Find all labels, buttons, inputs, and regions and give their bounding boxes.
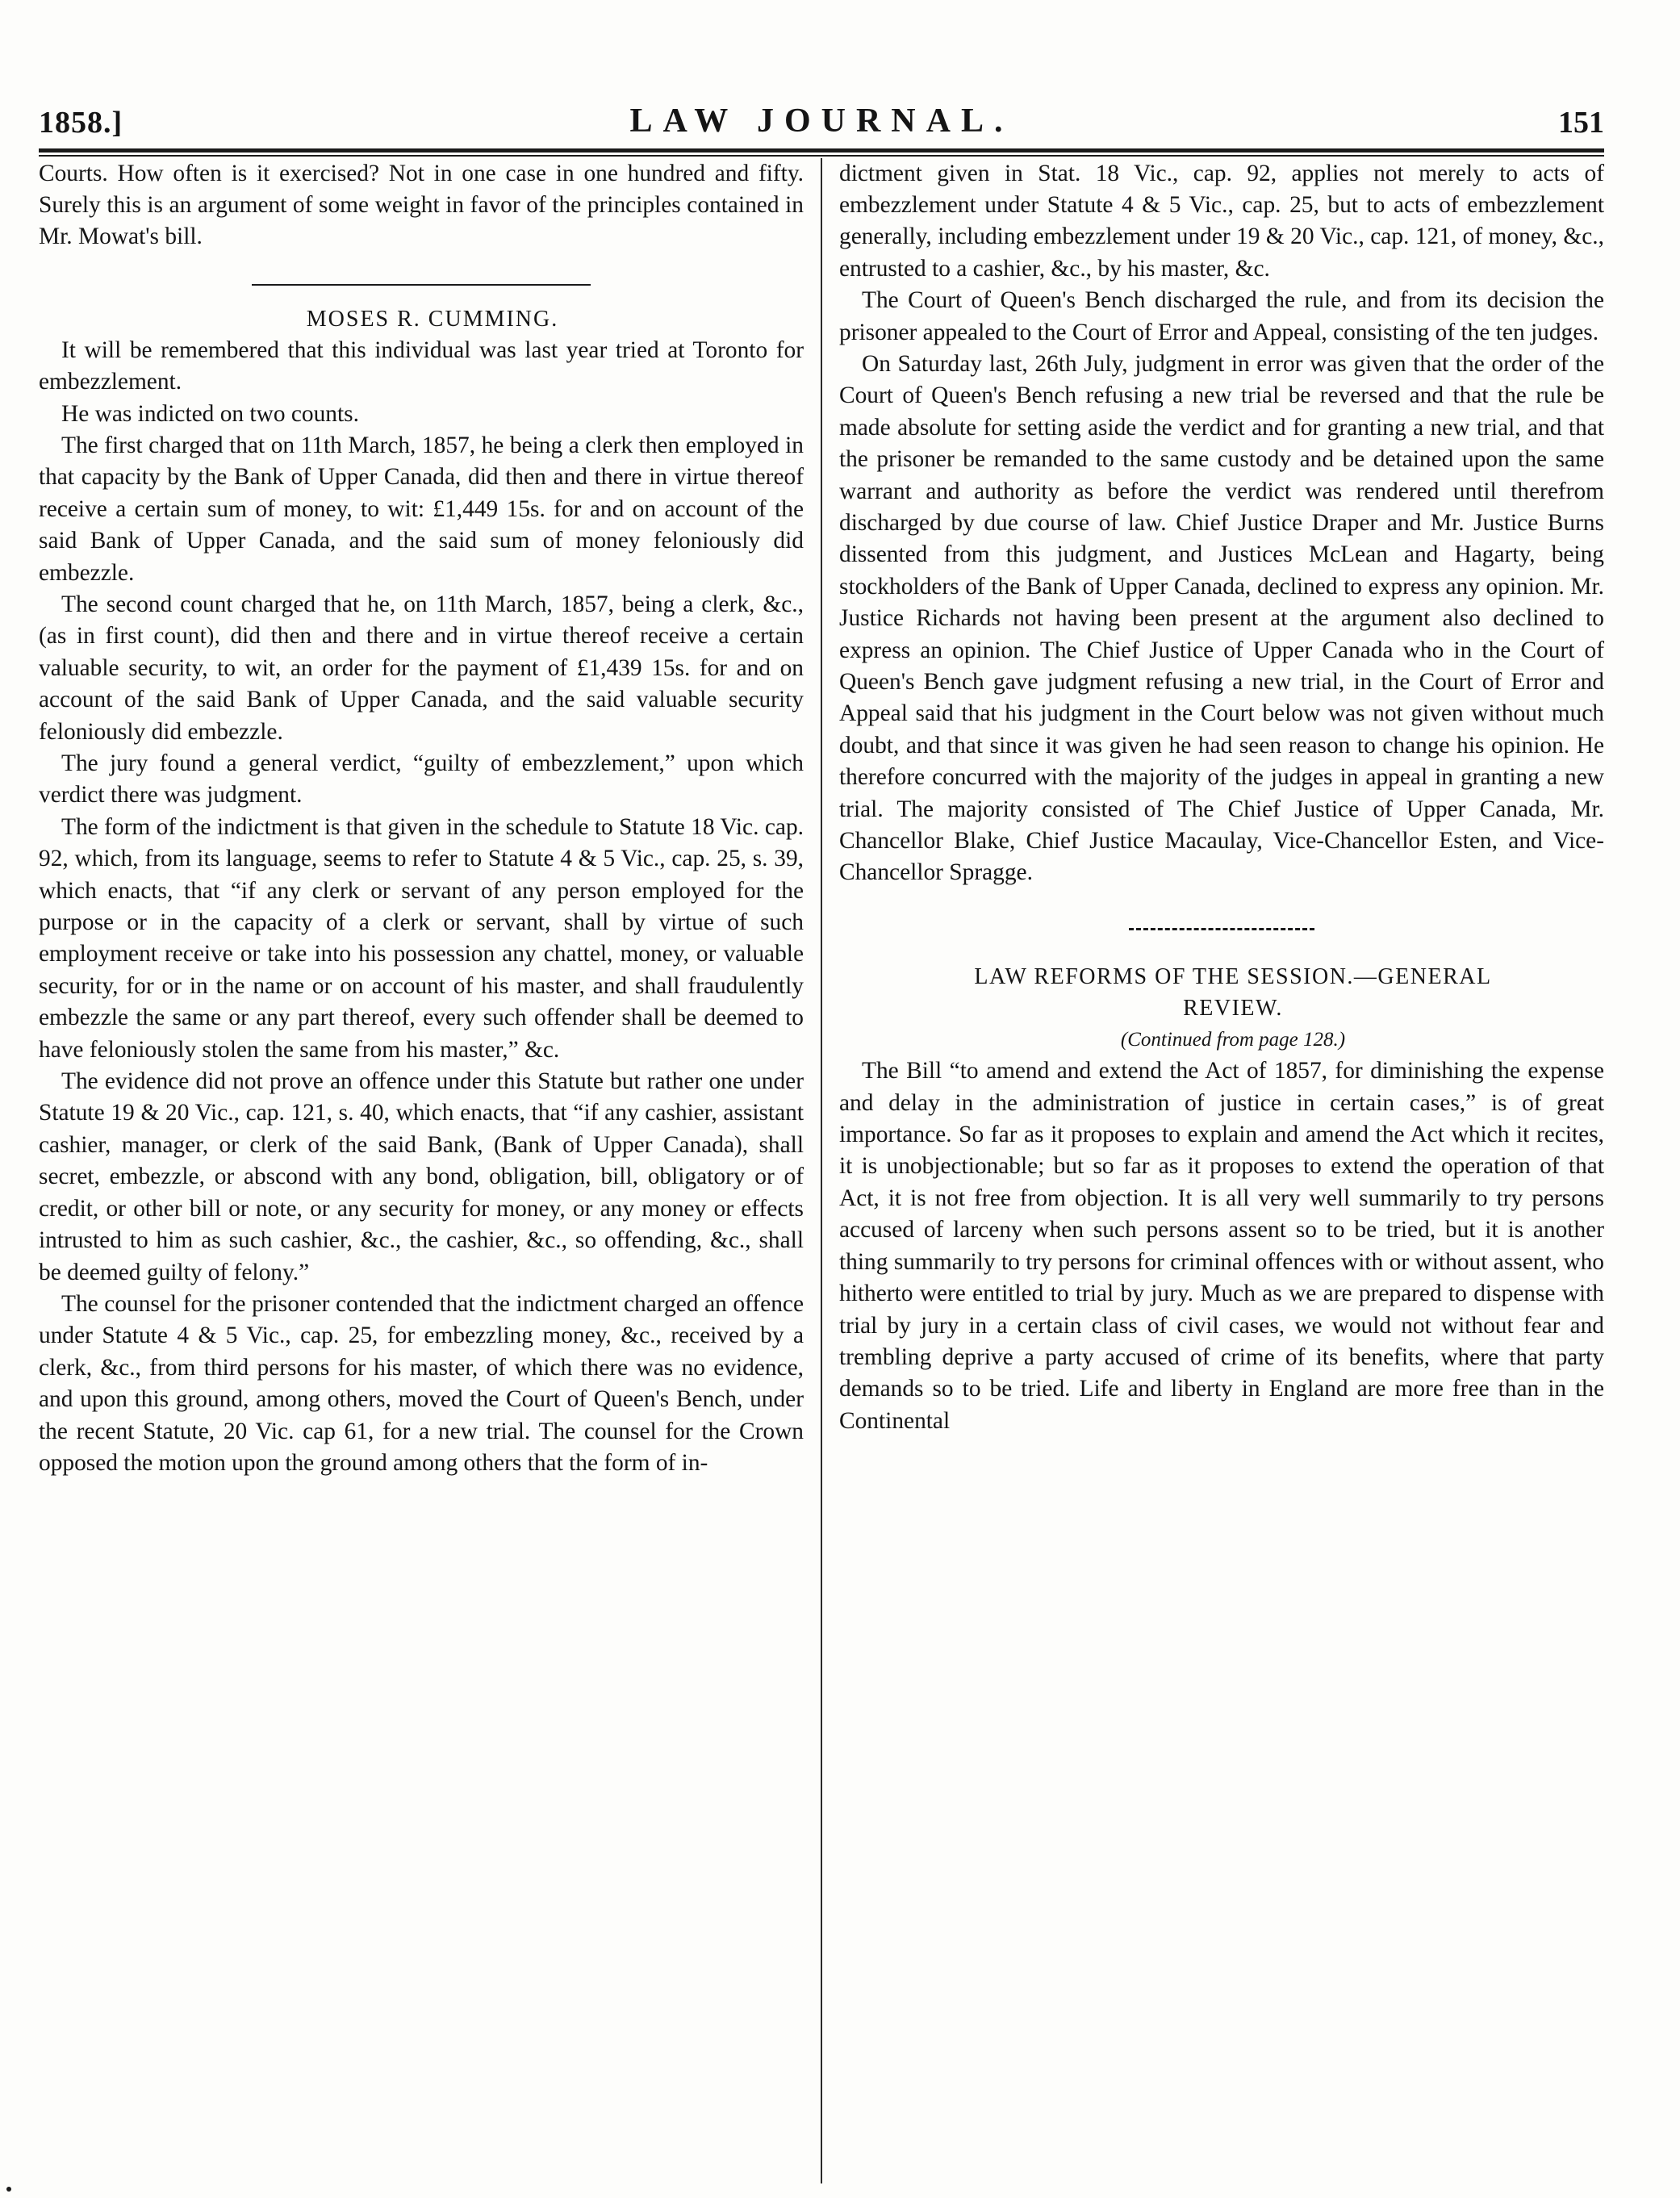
section-heading: LAW REFORMS OF THE SESSION.—GENERAL bbox=[974, 963, 1492, 989]
paragraph: He was indicted on two counts. bbox=[61, 400, 359, 427]
page-number: 151 bbox=[1558, 106, 1604, 140]
paragraph: The counsel for the prisoner contended that the indictment charged an offence under Statute 4 & 5 Vic., cap. 25, for embezzling money, &c., received by a clerk, &c., from third persons for his master, of which there was no evidence, and upon this ground, among others, moved the Court of Queen's Bench, under the recent Statute, 20 Vic. cap 61, for a new trial. The counsel for the Crown opposed the motion upon the ground among others that the form of in- bbox=[39, 1290, 804, 1476]
page-speck bbox=[6, 2187, 11, 2192]
header-year: 1858.] bbox=[39, 106, 123, 140]
paragraph: The second count charged that he, on 11th March, 1857, being a clerk, &c., (as in first count), did then and there and in virtue thereof receive a certain valuable security, to wit, an order for the payment of £1,439 15s. for and on account of the said Bank of Upper Canada, and the said valuable security feloniously did embezzle. bbox=[39, 591, 804, 745]
section-heading-continued: REVIEW. bbox=[1183, 995, 1283, 1021]
header-rule-thick bbox=[39, 148, 1604, 153]
paragraph: The first charged that on 11th March, 1857, he being a clerk then employed in that capacity by the Bank of Upper Canada, did then and there in virtue thereof receive a certain sum of money, to wit: £1,449 15s. for and on account of the said Bank of Upper Canada, and the said sum of money feloniously did embezzle. bbox=[39, 432, 804, 586]
paragraph: It will be remembered that this individual was last year tried at Toronto for embezzlement. bbox=[39, 336, 804, 395]
column-divider bbox=[821, 158, 822, 2183]
paragraph: The jury found a general verdict, “guilty of embezzlement,” upon which verdict there was judgment. bbox=[39, 750, 804, 809]
two-column-body bbox=[39, 158, 1604, 1480]
header-rule-thin bbox=[39, 155, 1604, 157]
left-column bbox=[39, 158, 804, 1480]
journal-page bbox=[39, 95, 1604, 2161]
paragraph: The evidence did not prove an offence under this Statute but rather one under Statute 19 & 20 Vic., cap. 121, s. 40, which enacts, that “if any cashier, assistant cashier, manager, or clerk of the said Bank, (Bank of Upper Canada), shall secret, embezzle, or abscond with any bond, obligation, bill, obligatory or of credit, or other bill or note, or any security for money, or any money or effects intrusted to him as such cashier, &c., the cashier, &c., so offending, &c., shall be deemed guilty of felony.” bbox=[39, 1068, 804, 1285]
continued-note: (Continued from page 128.) bbox=[1120, 1028, 1346, 1051]
section-divider bbox=[1129, 928, 1314, 932]
section-heading: MOSES R. CUMMING. bbox=[306, 306, 559, 332]
paragraph: Courts. How often is it exercised? Not in one case in one hundred and fifty. Surely this is an argument of some weight in favor of the principles contained in Mr. Mowat's bill. bbox=[39, 160, 804, 250]
paragraph: On Saturday last, 26th July, judgment in error was given that the order of the Court of Queen's Bench refusing a new trial be reversed and that the rule be made absolute for setting aside the verdict and for granting a new trial, and that the prisoner be remanded to the same custody and be detained upon the same warrant and authority as before the verdict was rendered until therefrom discharged by due course of law. Chief Justice Draper and Mr. Justice Burns dissented from this judgment, and Justices McLean and Hagarty, being stockholders of the Bank of Upper Canada, declined to express any opinion. Mr. Justice Richards not having been present at the argument also declined to express an opinion. The Chief Justice of Upper Canada who in the Court of Queen's Bench gave judgment refusing a new trial, in the Court of Error and Appeal said that his judgment in the Court below was not given without much doubt, and that since it was given he had seen reason to change his opinion. He therefore concurred with the majority of the judges in appeal in granting a new trial. The majority consisted of The Chief Justice of Upper Canada, Mr. Chancellor Blake, Chief Justice Macaulay, Vice-Chancellor Esten, and Vice-Chancellor Spragge. bbox=[839, 350, 1604, 886]
journal-title: LAW JOURNAL. bbox=[629, 102, 1013, 140]
paragraph: dictment given in Stat. 18 Vic., cap. 92, applies not merely to acts of embezzlement under Statute 4 & 5 Vic., cap. 25, but to acts of embezzlement generally, including embezzlement under 19 & 20 Vic., cap. 121, of money, &c., entrusted to a cashier, &c., by his master, &c. bbox=[839, 160, 1604, 282]
paragraph: The Court of Queen's Bench discharged the rule, and from its decision the prisoner appealed to the Court of Error and Appeal, consisting of the ten judges. bbox=[839, 287, 1604, 345]
running-header bbox=[39, 95, 1604, 140]
paragraph: The Bill “to amend and extend the Act of 1857, for diminishing the expense and delay in the administration of justice in certain cases,” is of great importance. So far as it proposes to explain and amend the Act which it recites, it is unobjectionable; but so far as it proposes to extend the operation of that Act, it is not free from objection. It is all very well summarily to try persons accused of larceny when such persons assent so to be tried, but it is another thing summarily to try persons for criminal offences with or without assent, who hitherto were entitled to trial by jury. Much as we are prepared to dispense with trial by jury in a certain class of civil cases, we would not without fear and trembling deprive a party accused of crime of its benefits, where that party demands so to be tried. Life and liberty in England are more free than in the Continental bbox=[839, 1058, 1604, 1434]
paragraph: The form of the indictment is that given in the schedule to Statute 18 Vic. cap. 92, which, from its language, seems to refer to Statute 4 & 5 Vic., cap. 25, s. 39, which enacts, that “if any clerk or servant of any person employed for the purpose or in the capacity of a clerk or servant, shall by virtue of such employment receive or take into his possession any chattel, money, or valuable security, for or in the name or on account of his master, and shall fraudulently embezzle the same or any part thereof, every such offender shall be deemed to have feloniously stolen the same from his master,” &c. bbox=[39, 813, 804, 1063]
right-column bbox=[839, 158, 1604, 1480]
section-divider bbox=[252, 284, 591, 286]
